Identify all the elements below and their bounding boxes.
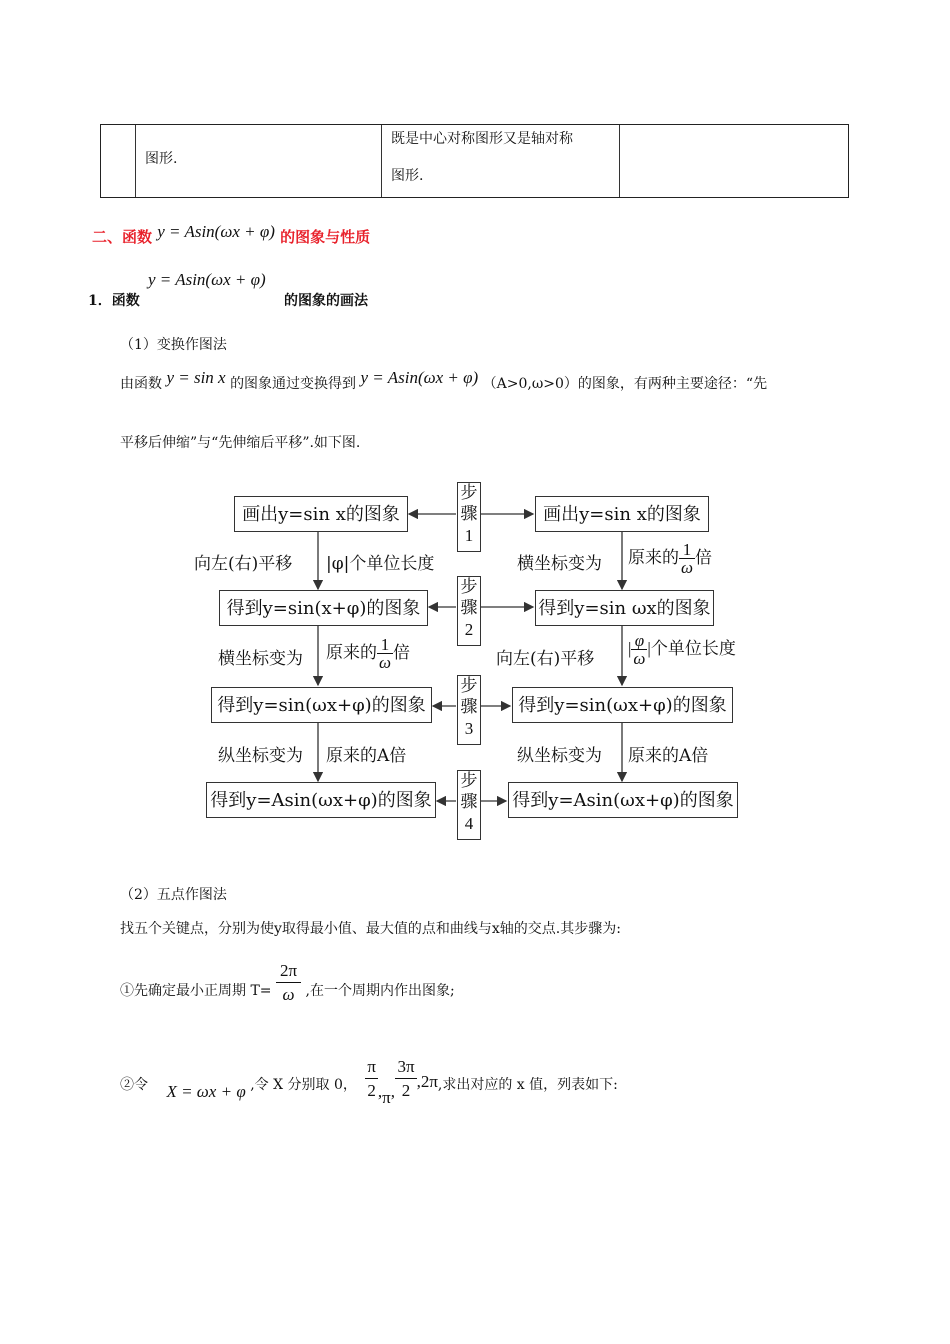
left-box-2: 得到y=sin(x+φ)的图象 bbox=[219, 590, 428, 626]
step-box-3 bbox=[457, 675, 481, 745]
part1-title: （1）变换作图法 bbox=[120, 337, 227, 353]
part1-text: 的图象通过变换得到 bbox=[230, 376, 357, 392]
fraction-denominator: 2 bbox=[401, 1081, 411, 1100]
left-label-2b bbox=[326, 636, 410, 671]
section-heading-prefix: 二、函数 bbox=[92, 228, 153, 246]
part2-title: （2）五点作图法 bbox=[120, 887, 227, 903]
step-char: 骤 bbox=[460, 697, 478, 717]
step-char: 步 bbox=[460, 676, 478, 696]
right-label-3a: 纵坐标变为 bbox=[517, 746, 602, 766]
step-char: 步 bbox=[460, 577, 478, 597]
step-char: 骤 bbox=[460, 598, 478, 618]
step2-formula: X = ωx + φ bbox=[166, 1081, 246, 1101]
step-box-1 bbox=[457, 482, 481, 552]
value-2pi: 2π bbox=[420, 1071, 438, 1091]
step1-text: ①先确定最小正周期 T= bbox=[120, 983, 272, 999]
fraction-numerator: 3π bbox=[395, 1058, 416, 1079]
table-cell-text: 图形. bbox=[391, 168, 424, 184]
fraction-pi-over-2 bbox=[365, 1058, 378, 1099]
part1-text: 由函数 bbox=[120, 376, 162, 392]
part2-step1 bbox=[120, 962, 455, 1003]
right-label-3b: 原来的A倍 bbox=[628, 746, 709, 766]
table-cell-text: 既是中心对称图形又是轴对称 bbox=[391, 131, 573, 147]
step-char: 骤 bbox=[460, 792, 478, 812]
right-box-1: 画出y=sin x的图象 bbox=[535, 496, 709, 532]
subheading-formula: y = Asin(ωx + φ) bbox=[148, 270, 266, 289]
fraction-one-over-omega bbox=[377, 636, 393, 671]
subheading-suffix: 的图象的画法 bbox=[284, 293, 368, 309]
part1-text: （A>0,ω>0）的图象，有两种主要途径：“先 bbox=[482, 376, 768, 392]
left-label-3b: 原来的A倍 bbox=[326, 746, 407, 766]
left-box-4: 得到y=Asin(ωx+φ)的图象 bbox=[206, 782, 436, 818]
fraction-denominator: ω bbox=[282, 985, 295, 1004]
step-number: 3 bbox=[464, 719, 474, 738]
step-number: 4 bbox=[464, 814, 474, 833]
part1-line2: 平移后伸缩”与“先伸缩后平移”.如下图. bbox=[120, 435, 361, 451]
label-text: 原来的 bbox=[628, 548, 679, 568]
step-char: 步 bbox=[460, 483, 478, 503]
table-cell-text: 图形. bbox=[145, 151, 178, 167]
fraction-numerator: 1 bbox=[377, 636, 393, 654]
right-label-2b: | $\frac{\varphi}{\omega}$ |个单位长度 bbox=[628, 631, 736, 668]
step-box-2 bbox=[457, 576, 481, 646]
right-box-2: 得到y=sin ωx的图象 bbox=[535, 590, 714, 626]
right-label-1b bbox=[628, 541, 712, 576]
fraction-one-over-omega bbox=[679, 541, 695, 576]
fraction-numerator: φ bbox=[631, 632, 647, 650]
left-label-1b: |φ|个单位长度 bbox=[326, 554, 435, 574]
step2-text: ,令 X 分别取 0， bbox=[250, 1076, 357, 1093]
step-box-4 bbox=[457, 770, 481, 840]
label-text: 倍 bbox=[695, 548, 713, 568]
right-label-2a: 向左(右)平移 bbox=[496, 649, 595, 669]
step1-text: ,在一个周期内作出图象; bbox=[305, 983, 455, 999]
right-box-4: 得到y=Asin(ωx+φ)的图象 bbox=[508, 782, 738, 818]
right-box-3: 得到y=sin(ωx+φ)的图象 bbox=[512, 687, 733, 723]
part1-formula-asin: y = Asin(ωx + φ) bbox=[360, 368, 479, 387]
right-label-1a: 横坐标变为 bbox=[517, 554, 602, 574]
fraction-numerator: 2π bbox=[276, 962, 301, 983]
fraction-denominator: ω bbox=[379, 653, 392, 672]
fraction-numerator: 1 bbox=[679, 541, 695, 559]
fraction-2pi-over-omega bbox=[276, 962, 301, 1003]
fraction-3pi-over-2 bbox=[395, 1058, 416, 1099]
fraction-denominator: ω bbox=[633, 649, 646, 668]
label-text: 个单位长度 bbox=[650, 639, 736, 659]
fraction-numerator: π bbox=[365, 1058, 378, 1079]
fraction-denominator: 2 bbox=[367, 1081, 376, 1100]
left-label-1a: 向左(右)平移 bbox=[194, 554, 293, 574]
step-number: 2 bbox=[464, 620, 474, 639]
step2-text: ②令 bbox=[120, 1076, 148, 1093]
label-text: 倍 bbox=[393, 643, 411, 663]
section-heading-formula: y = Asin(ωx + φ) bbox=[157, 222, 275, 241]
step-char: 步 bbox=[460, 771, 478, 791]
left-box-3: 得到y=sin(ωx+φ)的图象 bbox=[211, 687, 432, 723]
left-box-1: 画出y=sin x的图象 bbox=[234, 496, 408, 532]
section-heading-suffix: 的图象与性质 bbox=[280, 228, 371, 246]
part1-formula-sin: y = sin x bbox=[166, 368, 226, 387]
left-label-3a: 纵坐标变为 bbox=[218, 746, 303, 766]
part2-step2: ②令 X = ωx + φ ,令 X 分别取 0， $\frac{\pi}{2}$ ,π, $\frac{3\pi}{2}$ ,2π,求出对应的 x 值，列表如下: bbox=[120, 1057, 618, 1107]
step-char: 骤 bbox=[460, 504, 478, 524]
label-text: 原来的 bbox=[326, 643, 377, 663]
value-pi: π bbox=[382, 1087, 391, 1107]
left-label-2a: 横坐标变为 bbox=[218, 649, 303, 669]
step-number: 1 bbox=[464, 526, 474, 545]
part2-line1: 找五个关键点，分别为使y取得最小值、最大值的点和曲线与x轴的交点.其步骤为: bbox=[120, 921, 621, 937]
fraction-phi-over-omega bbox=[631, 632, 647, 667]
subheading-number: 1．函数 bbox=[88, 293, 140, 309]
fraction-denominator: ω bbox=[681, 558, 694, 577]
step2-text: ,求出对应的 x 值，列表如下: bbox=[437, 1076, 618, 1093]
